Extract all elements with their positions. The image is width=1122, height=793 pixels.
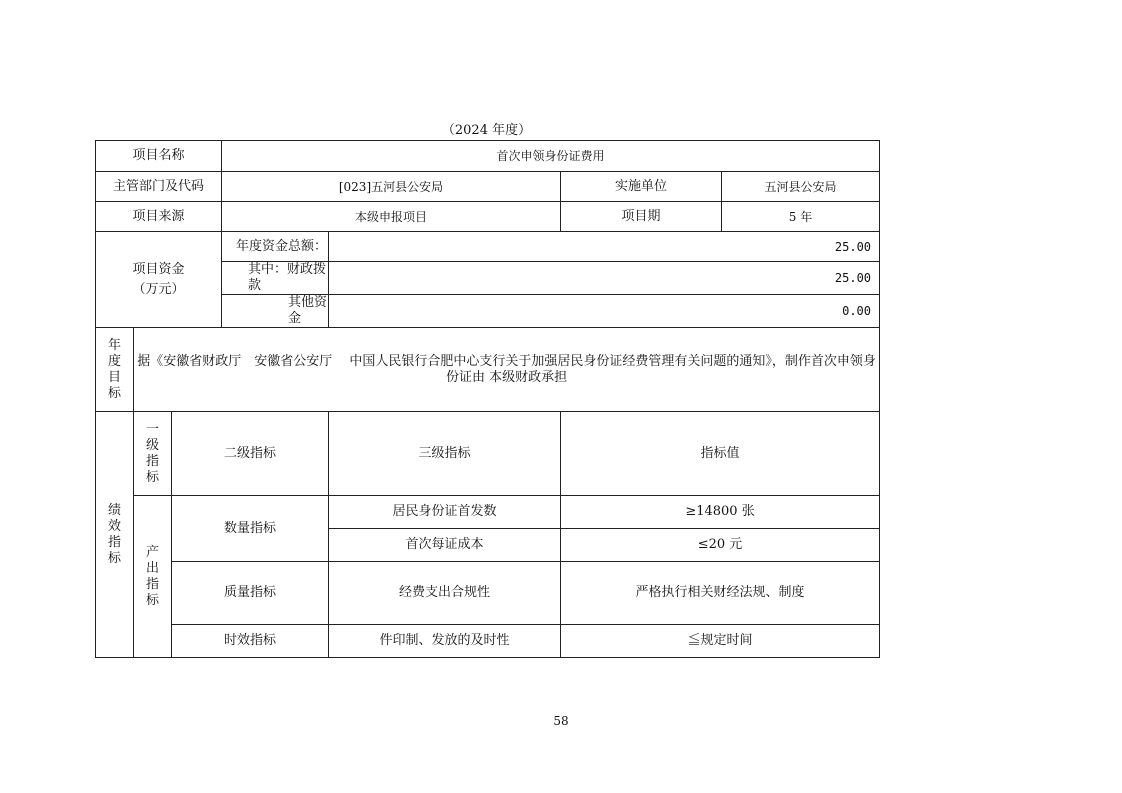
row-indicator-quantity-1 (96, 496, 880, 529)
funds-other-label: 其他资金 (222, 295, 329, 328)
project-name-label: 项目名称 (96, 141, 222, 172)
project-performance-table (95, 140, 880, 658)
funds-label (96, 232, 222, 328)
level3-header: 三级指标 (329, 412, 561, 496)
value-header: 指标值 (561, 412, 880, 496)
indicator-value: ≤20 元 (561, 529, 880, 562)
indicator-value: ≦规定时间 (561, 625, 880, 658)
level2-header: 二级指标 (172, 412, 329, 496)
dept-value: [023]五河县公安局 (222, 172, 561, 202)
level2-quantity: 数量指标 (172, 496, 329, 562)
indicator-value: 严格执行相关财经法规、制度 (561, 562, 880, 625)
period-value: 5 年 (722, 202, 880, 232)
level3-cell: 首次每证成本 (329, 529, 561, 562)
page-number: 58 (553, 714, 569, 728)
level1-header: 一 级 指 标 (134, 412, 172, 496)
row-source (96, 202, 880, 232)
impl-unit-value: 五河县公安局 (722, 172, 880, 202)
funds-total-value: 25.00 (329, 232, 880, 262)
year-caption: （2024 年度） (441, 123, 532, 138)
funds-label-line2: （万元） (132, 281, 185, 297)
level3-cell: 经费支出合规性 (329, 562, 561, 625)
source-value: 本级申报项目 (222, 202, 561, 232)
impl-unit-label: 实施单位 (561, 172, 722, 202)
level3-cell: 居民身份证首发数 (329, 496, 561, 529)
row-indicator-header (96, 412, 880, 496)
funds-fiscal-label: 其中：财政拨款 (222, 262, 329, 295)
project-name-value: 首次申领身份证费用 (222, 141, 880, 172)
level2-quality: 质量指标 (172, 562, 329, 625)
funds-fiscal-value: 25.00 (329, 262, 880, 295)
level3-cell: 件印制、发放的及时性 (329, 625, 561, 658)
source-label: 项目来源 (96, 202, 222, 232)
dept-label: 主管部门及代码 (96, 172, 222, 202)
row-indicator-timeliness (96, 625, 880, 658)
row-annual-goal (96, 328, 880, 412)
output-label: 产 出 指 标 (134, 496, 172, 658)
period-label: 项目期 (561, 202, 722, 232)
goal-text: 据《安徽省财政厅 安徽省公安厅 中国人民银行合肥中心支行关于加强居民身份证经费管理有关问题的通知》，制作首次申领身份证由 本级财政承担 (134, 328, 880, 412)
indicator-value: ≥14800 张 (561, 496, 880, 529)
row-department (96, 172, 880, 202)
funds-other-value: 0.00 (329, 295, 880, 328)
level2-timeliness: 时效指标 (172, 625, 329, 658)
row-project-name (96, 141, 880, 172)
goal-label: 年 度 目 标 (96, 328, 134, 412)
funds-label-line1: 项目资金 (132, 261, 185, 277)
performance-label: 绩 效 指 标 (96, 412, 134, 658)
funds-total-label: 年度资金总额： (222, 232, 329, 262)
row-funds-total (96, 232, 880, 262)
row-indicator-quality (96, 562, 880, 625)
